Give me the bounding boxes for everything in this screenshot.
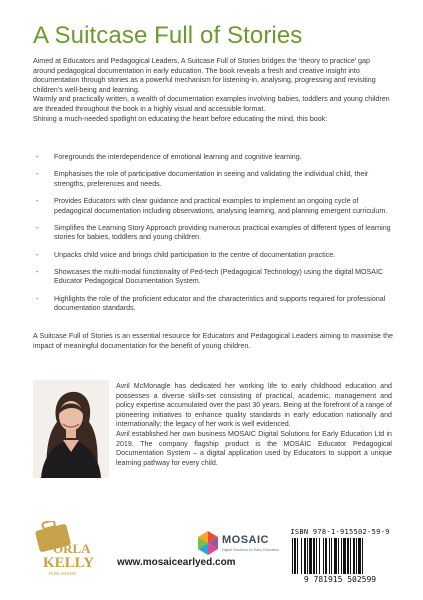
isbn-barcode bbox=[282, 528, 398, 590]
isbn-label: ISBN 978-1-915502-59-9 bbox=[290, 528, 390, 536]
author-bio bbox=[116, 382, 392, 468]
bio-paragraph-2: Avril established her own business MOSAIC Digital Solutions for Early Education Ltd in 2019. The company flagship product is the MOSAIC Educator Pedagogical Documentation System – a digital application used by Educators to support a unique learning pathway for every child. bbox=[116, 429, 392, 467]
list-item bbox=[36, 295, 394, 314]
intro-text bbox=[33, 57, 393, 124]
list-item bbox=[36, 268, 394, 287]
publisher-logo bbox=[33, 521, 99, 577]
author-photo bbox=[33, 380, 109, 478]
feature-list bbox=[36, 153, 394, 321]
list-item-text: Showcases the multi-modal functionality of Ped-tech (Pedagogical Technology) using the digital MOSAIC Educator Pedagogical Documentation System. bbox=[54, 267, 384, 286]
isbn-digits: 9 781915 502599 bbox=[303, 575, 377, 584]
bullet-marker: - bbox=[36, 294, 39, 303]
mosaic-mark-icon bbox=[195, 529, 221, 559]
publisher-line-3: PUBLISHING bbox=[49, 571, 77, 576]
list-item bbox=[36, 224, 394, 243]
summary-text: A Suitcase Full of Stories is an essential resource for Educators and Pedagogical Leaders aiming to maximise the impact of meaningful documentation for the benefit of young children. bbox=[33, 332, 393, 350]
list-item-text: Foregrounds the interdependence of emotional learning and cognitive learning. bbox=[54, 153, 302, 161]
book-title: A Suitcase Full of Stories bbox=[33, 22, 303, 49]
mosaic-name: MOSAIC bbox=[222, 534, 269, 546]
list-item bbox=[36, 153, 394, 163]
bullet-marker: - bbox=[36, 170, 39, 179]
bio-paragraph-1: Avril McMonagle has dedicated her working life to early childhood education and possesses a diverse skills-set consisting of practical, academic, management and policy expertise accumulated over the past 30 years. Being at the forefront of a range of pioneering initiatives to enhance quality standards in early education nationally and internationally; the legacy of her work is well evidenced. bbox=[116, 382, 392, 429]
bullet-marker: - bbox=[36, 250, 39, 259]
intro-paragraph-1: Aimed at Educators and Pedagogical Leaders, A Suitcase Full of Stories bridges the ‘theory to practice’ gap around pedagogical documentation in early education. The book reveals a fresh and creative insight into documentation through stories as a powerful mechanism for listening-in, analysing, progressing and revisiting children’s well-being and learning. bbox=[33, 57, 376, 94]
intro-paragraph-2: Warmly and practically written, a wealth of documentation examples involving babies, toddlers and young children are threaded throughout the book in a highly visual and accessible format. bbox=[33, 95, 390, 113]
list-item bbox=[36, 251, 394, 261]
list-item bbox=[36, 197, 394, 216]
publisher-line-2: KELLY bbox=[43, 555, 95, 571]
list-item-text: Provides Educators with clear guidance and practical examples to implement an ongoing cycle of pedagogical documentation including observations, analysing learning, and planning emergent curriculum. bbox=[54, 196, 388, 215]
barcode-icon bbox=[292, 538, 388, 576]
list-item-text: Unpacks child voice and brings child participation to the centre of documentation practice. bbox=[54, 250, 336, 259]
list-item-text: Simplifies the Learning Story Approach providing numerous practical examples of different types of learning stories for babies, toddlers and young children. bbox=[54, 223, 391, 242]
author-portrait-icon bbox=[33, 380, 109, 478]
website-url: www.mosaicearlyed.com bbox=[117, 557, 236, 568]
suitcase-icon bbox=[33, 521, 99, 577]
list-item-text: Highlights the role of the proficient educator and the characteristics and supports required for professional documentation standards. bbox=[54, 294, 386, 313]
bullet-marker: - bbox=[36, 153, 39, 161]
intro-paragraph-3: Shining a much-needed spotlight on educating the heart before educating the mind, this book: bbox=[33, 114, 328, 123]
publisher-line-1: ORLA bbox=[53, 541, 91, 556]
list-item-text: Emphasises the role of participative documentation in seeing and validating the individual child, their strengths, preferences and needs. bbox=[54, 170, 369, 188]
bullet-marker: - bbox=[36, 196, 39, 205]
list-item bbox=[36, 170, 394, 189]
mosaic-tagline: Digital Solutions for Early Education bbox=[222, 548, 280, 552]
bullet-marker: - bbox=[36, 267, 39, 276]
bullet-marker: - bbox=[36, 223, 39, 232]
